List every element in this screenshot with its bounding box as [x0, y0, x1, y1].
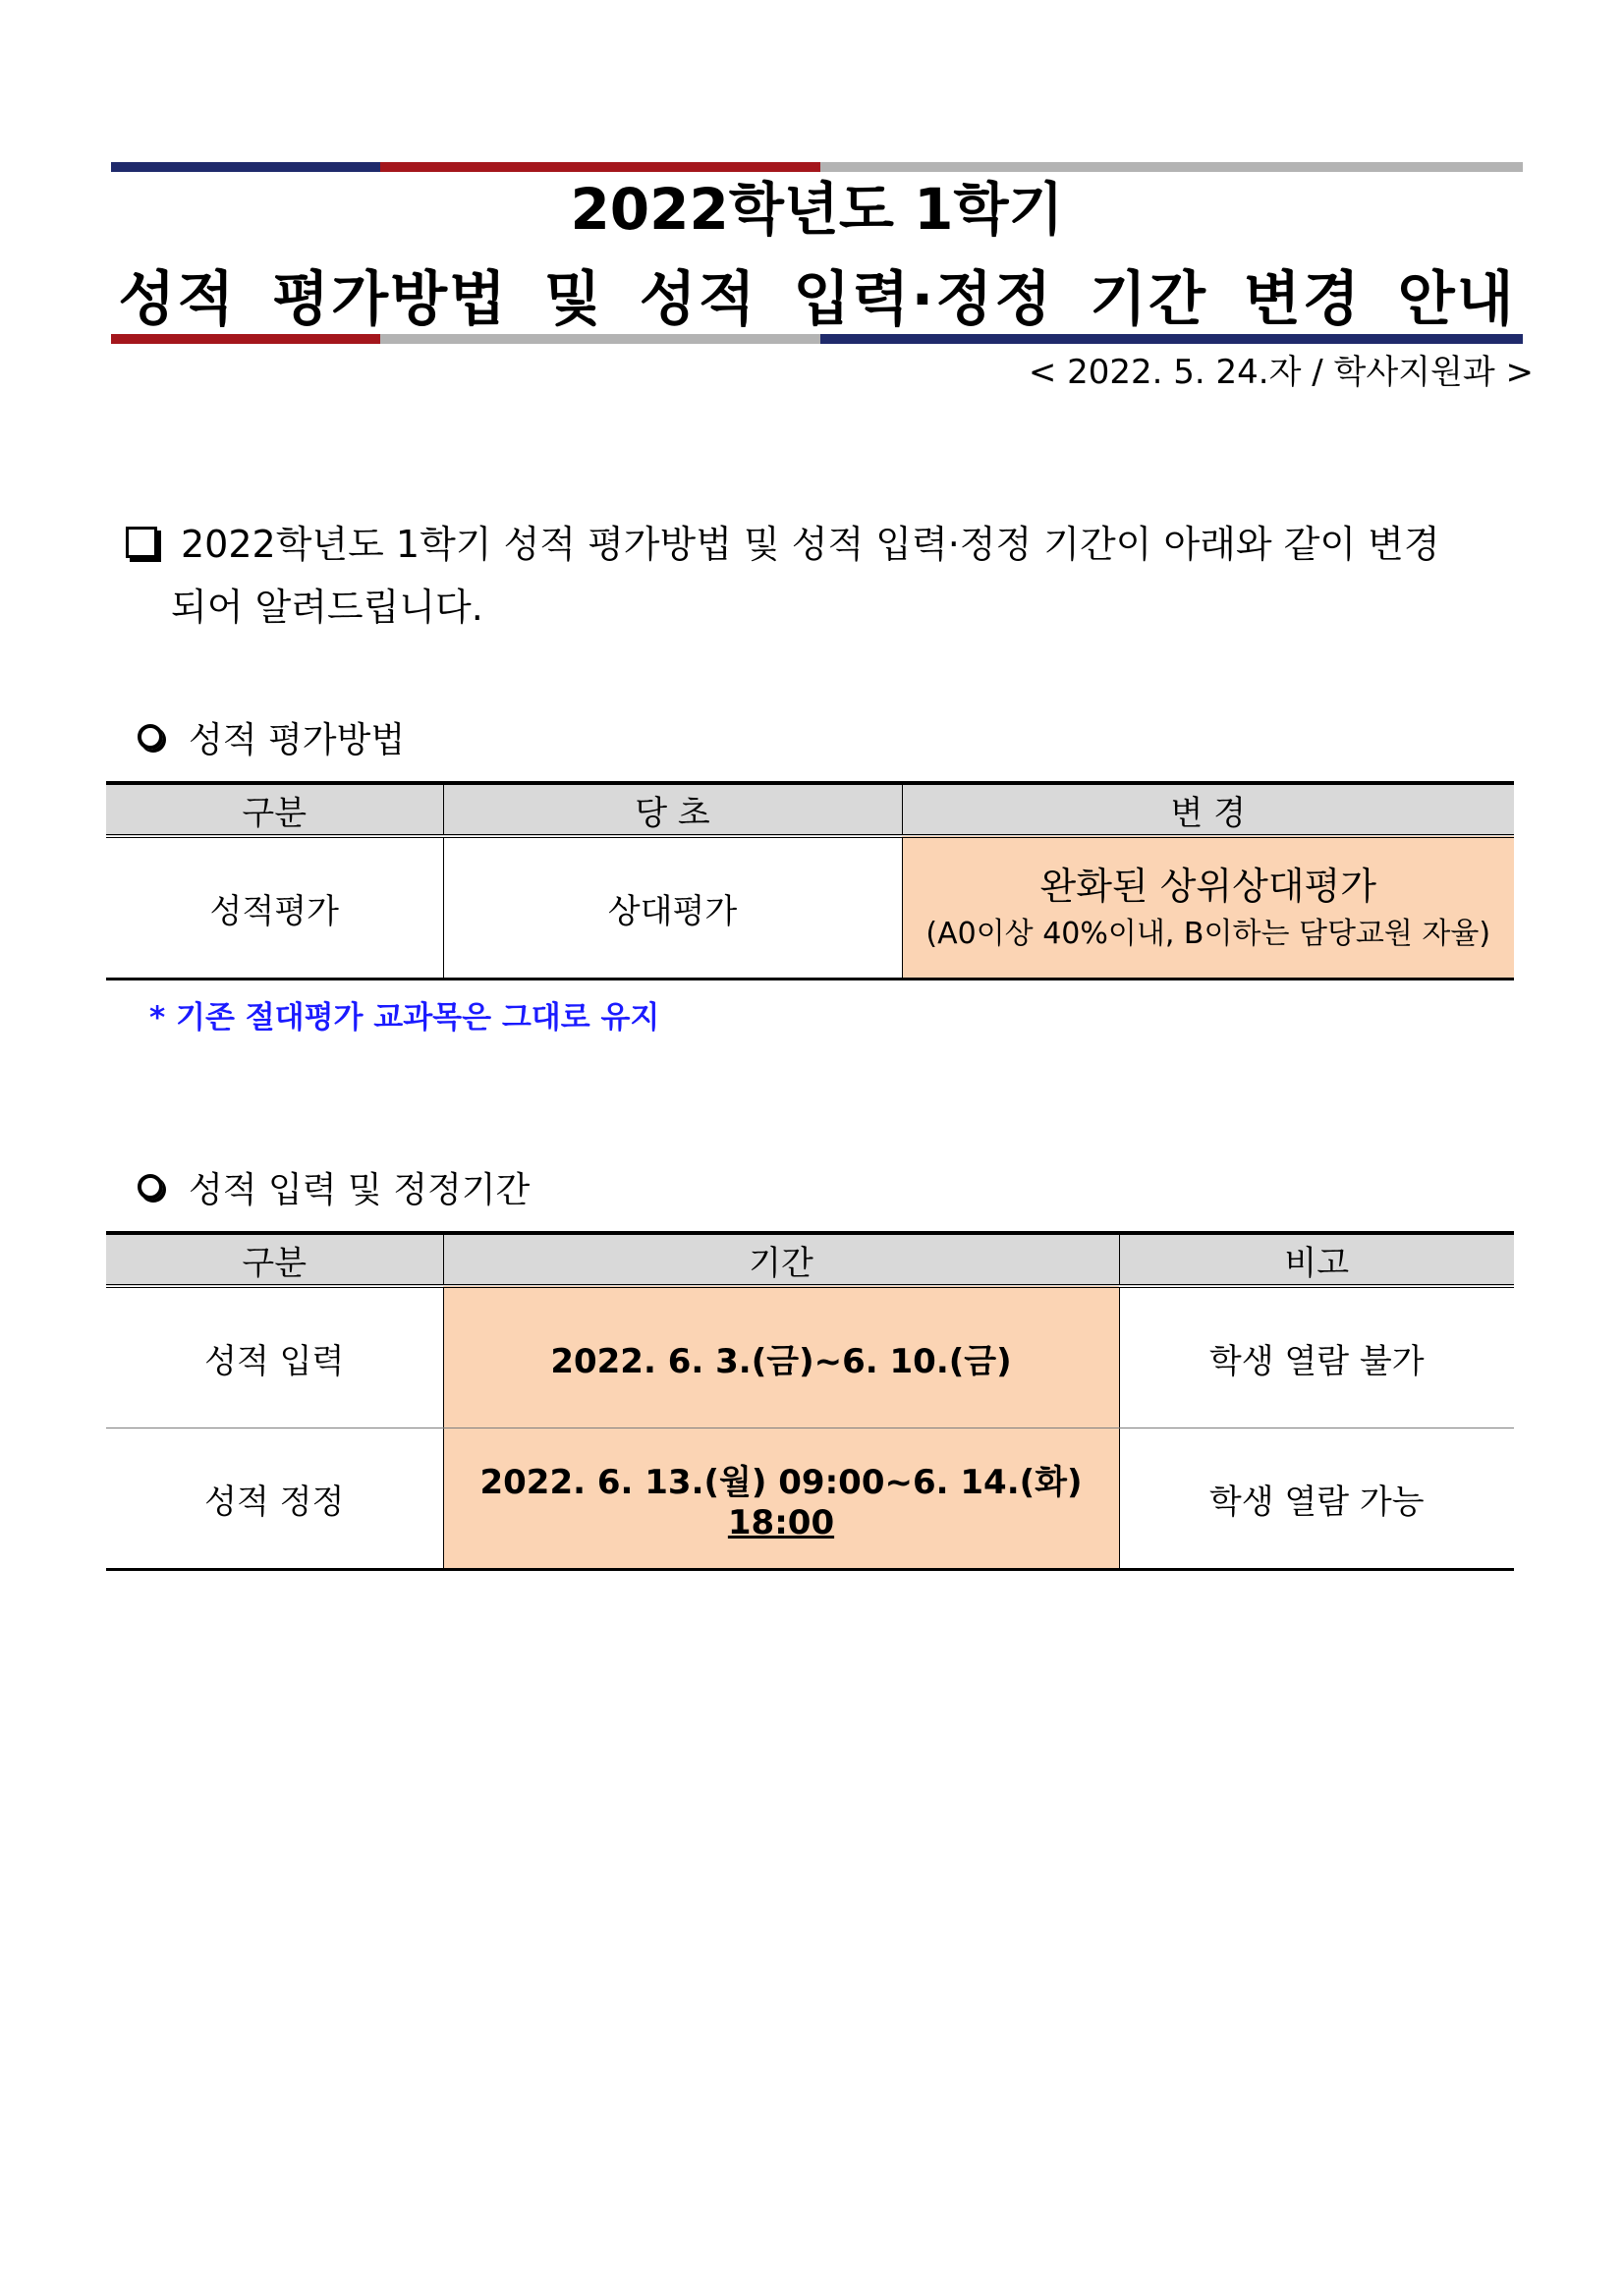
table-row — [106, 1428, 1514, 1570]
changed-method-detail: (A0이상 40%이내, B이하는 담당교원 자율) — [925, 917, 1491, 951]
intro-line2: 되어 알려드립니다. — [171, 586, 483, 629]
document-title-line2: 성적 평가방법 및 성적 입력·정정 기간 변경 안내 — [118, 265, 1516, 334]
evaluation-method-table — [106, 781, 1514, 980]
grade-period-table — [106, 1231, 1514, 1571]
table-cell-category: 성적 정정 — [106, 1428, 443, 1570]
square-bullet-icon — [126, 527, 157, 558]
table-header: 비고 — [1119, 1233, 1514, 1286]
section-heading-period — [138, 1167, 530, 1214]
table-cell-remark: 학생 열람 가능 — [1119, 1428, 1514, 1570]
table-cell-changed — [902, 836, 1514, 980]
period-emphasis: 18:00 — [727, 1502, 835, 1542]
table-header: 기간 — [443, 1233, 1119, 1286]
title-bottom-bar-red — [111, 334, 380, 344]
section2-heading-text: 성적 입력 및 정정기간 — [189, 1170, 531, 1210]
table-cell-category: 성적평가 — [106, 836, 443, 980]
document-title-line1: 2022학년도 1학기 — [570, 176, 1064, 243]
title-bottom-bar-gray — [380, 334, 820, 344]
table-row — [106, 836, 1514, 980]
issue-dateline: < 2022. 5. 24.자 / 학사지원과 > — [1028, 353, 1534, 392]
changed-method-main: 완화된 상위상대평가 — [1039, 865, 1376, 908]
title-top-bar-navy — [111, 162, 380, 172]
intro-paragraph — [126, 513, 1540, 639]
title-top-bar-gray — [820, 162, 1523, 172]
table-header: 변 경 — [902, 783, 1514, 836]
period-text: 2022. 6. 3.(금)~6. 10.(금) — [550, 1341, 1012, 1381]
table-cell-category: 성적 입력 — [106, 1286, 443, 1428]
table-cell-period — [443, 1286, 1119, 1428]
circle-bullet-icon — [138, 724, 163, 750]
table-header: 당 초 — [443, 783, 902, 836]
table-header: 구분 — [106, 783, 443, 836]
period-text: 2022. 6. 13.(월) 09:00~6. 14.(화) — [479, 1462, 1083, 1502]
table-row — [106, 1286, 1514, 1428]
title-top-bar-red — [380, 162, 820, 172]
evaluation-note: * 기존 절대평가 교과목은 그대로 유지 — [149, 1000, 660, 1036]
intro-line1: 2022학년도 1학기 성적 평가방법 및 성적 입력·정정 기간이 아래와 같이 변경 — [181, 523, 1440, 566]
section-heading-evaluation — [138, 717, 405, 764]
section1-heading-text: 성적 평가방법 — [189, 720, 406, 760]
table-header: 구분 — [106, 1233, 443, 1286]
circle-bullet-icon — [138, 1174, 163, 1200]
table-cell-original: 상대평가 — [443, 836, 902, 980]
title-bottom-bar-navy — [820, 334, 1523, 344]
table-cell-remark: 학생 열람 불가 — [1119, 1286, 1514, 1428]
table-cell-period — [443, 1428, 1119, 1570]
